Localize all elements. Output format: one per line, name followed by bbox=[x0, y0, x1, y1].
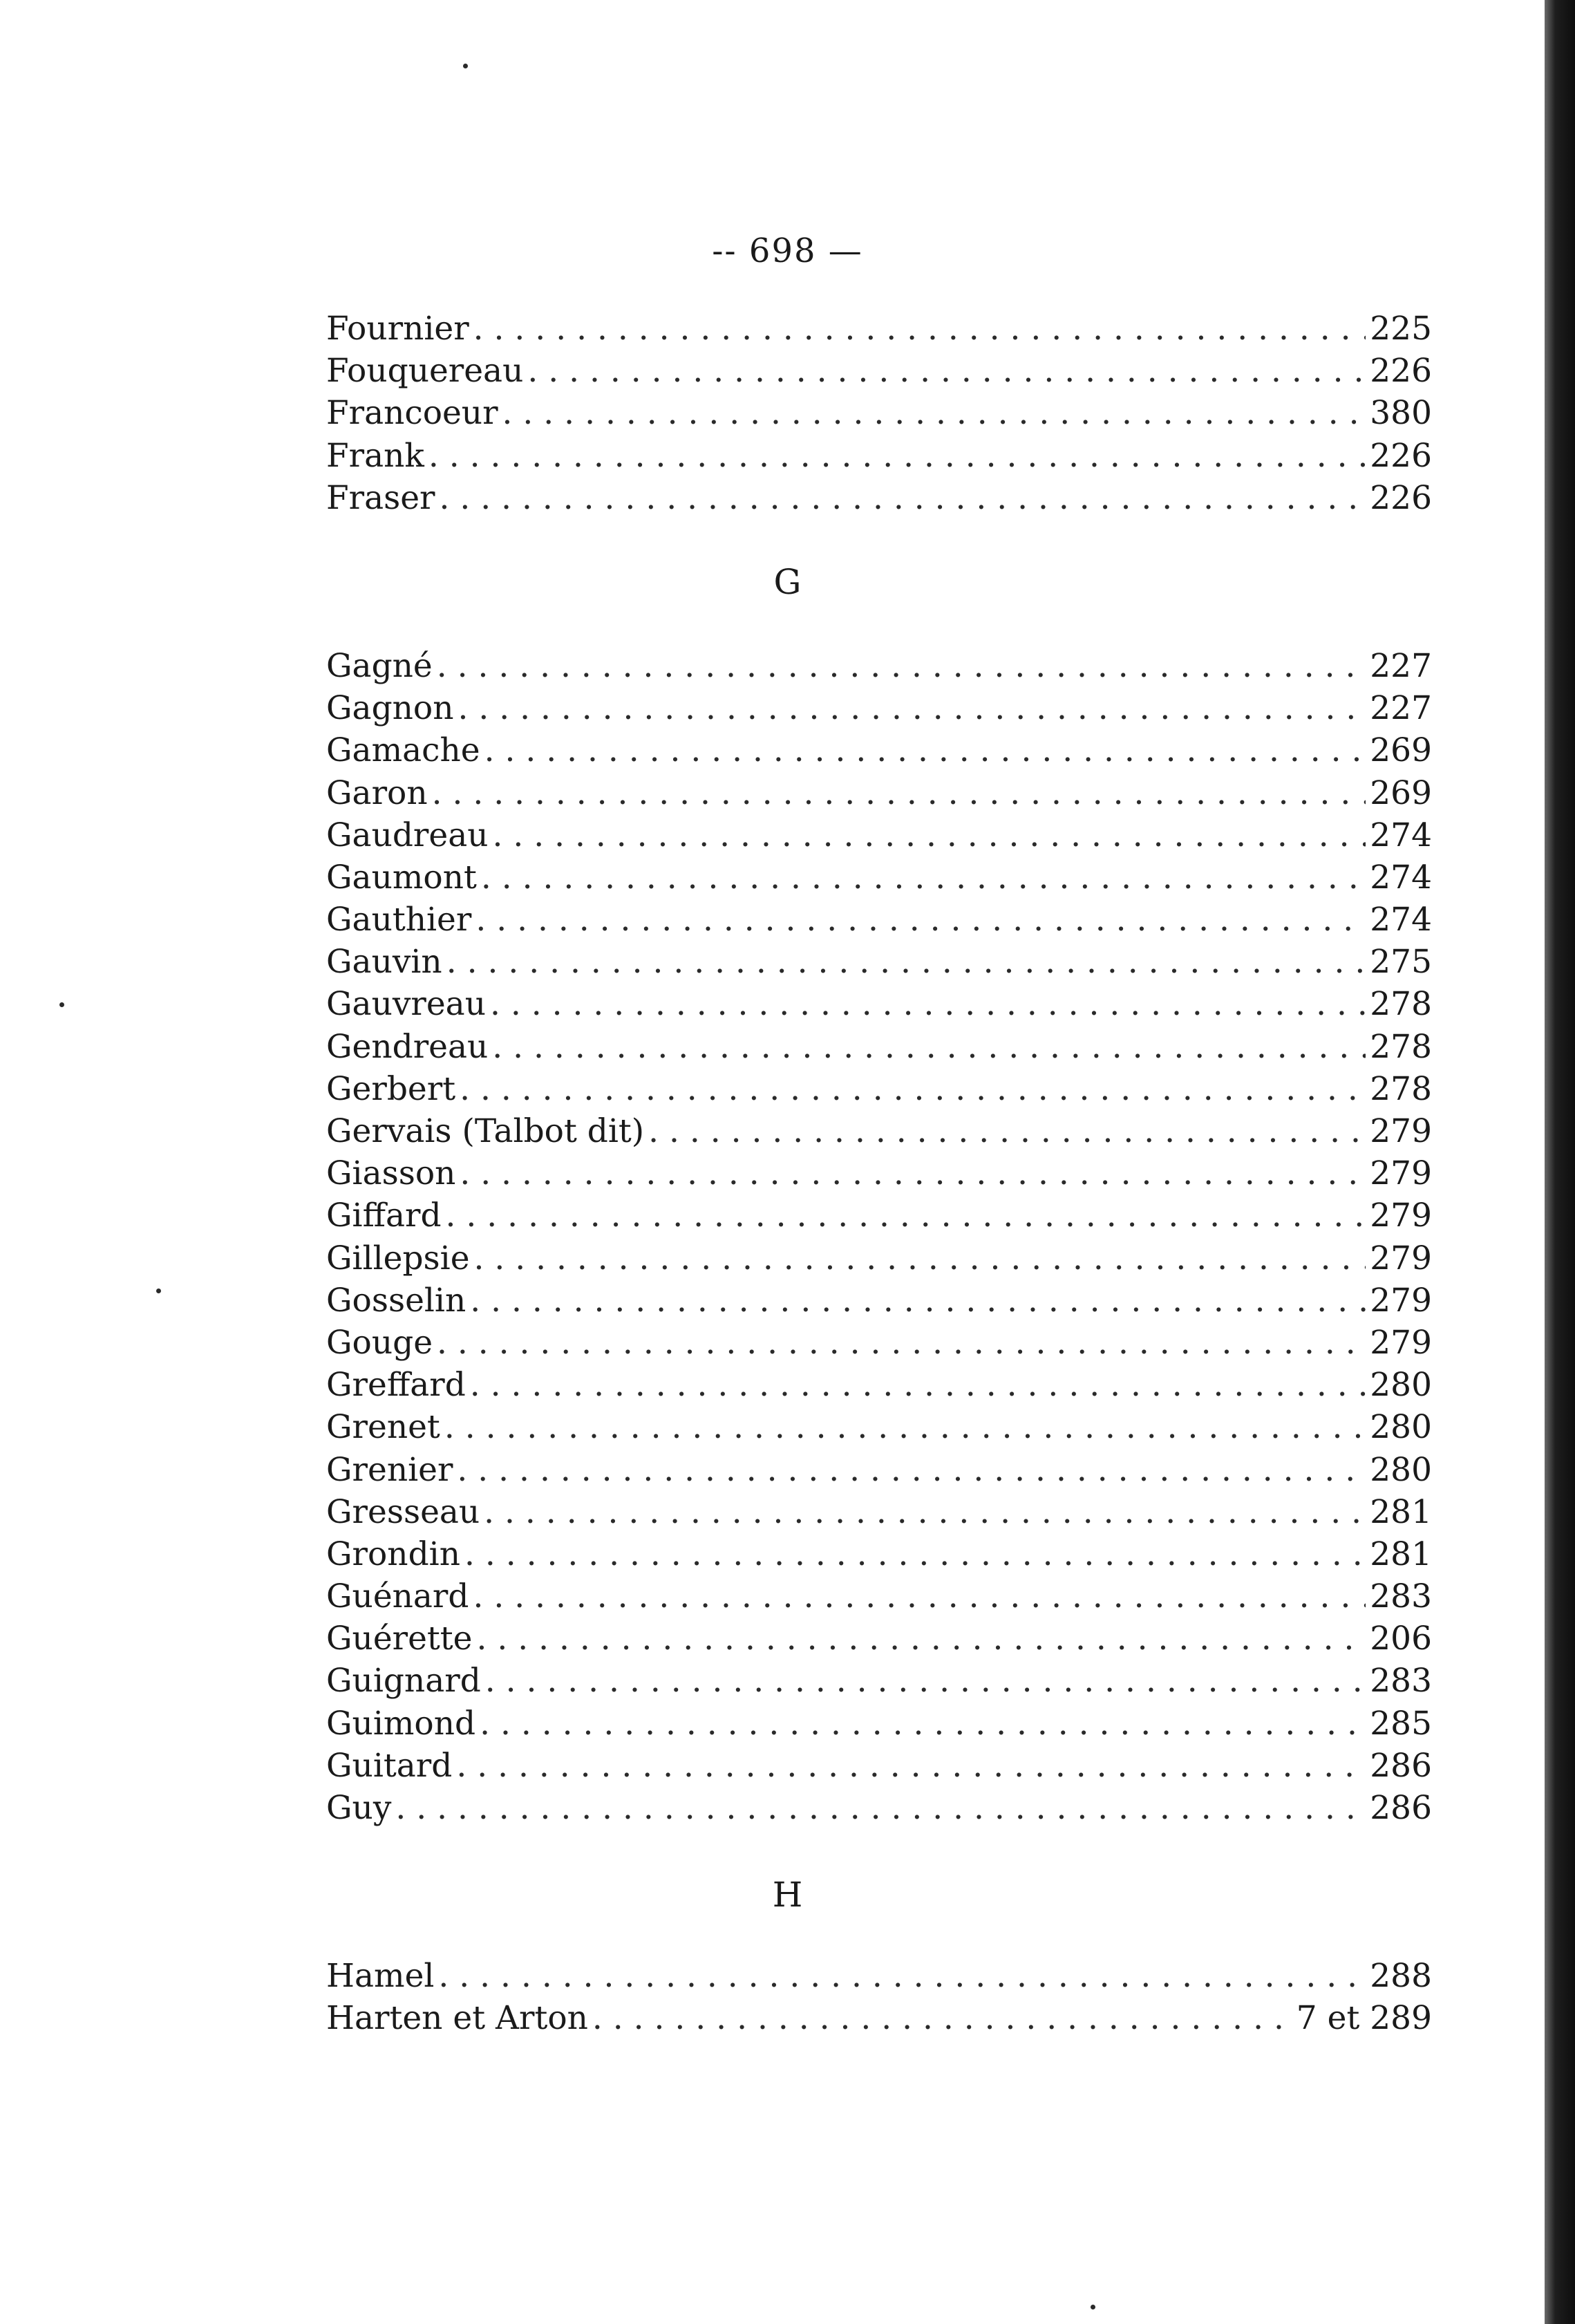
index-entry bbox=[326, 1533, 1432, 1575]
entry-page: 279 bbox=[1370, 1152, 1432, 1194]
entry-page: 286 bbox=[1370, 1745, 1432, 1787]
index-entry bbox=[326, 1026, 1432, 1068]
entry-name: Guérette bbox=[326, 1620, 473, 1658]
dot-leader bbox=[428, 435, 1366, 477]
dot-leader bbox=[460, 1152, 1366, 1194]
entry-page: 280 bbox=[1370, 1364, 1432, 1406]
index-entry bbox=[326, 941, 1432, 983]
index-entry bbox=[326, 1364, 1432, 1406]
entry-name: Guimond bbox=[326, 1704, 476, 1743]
entry-page: 288 bbox=[1370, 1955, 1432, 1997]
entry-name: Garon bbox=[326, 774, 428, 812]
entry-page: 280 bbox=[1370, 1449, 1432, 1491]
index-entry bbox=[326, 435, 1432, 477]
scan-edge-shadow bbox=[1545, 0, 1575, 2324]
index-entry bbox=[326, 1237, 1432, 1280]
entry-name: Frank bbox=[326, 436, 424, 475]
index-entry bbox=[326, 1322, 1432, 1364]
entry-page: 269 bbox=[1370, 772, 1432, 814]
index-entry bbox=[326, 392, 1432, 434]
entry-name: Gamache bbox=[326, 731, 480, 770]
dot-leader bbox=[395, 1787, 1366, 1829]
dot-leader bbox=[481, 856, 1366, 899]
index-entry bbox=[326, 772, 1432, 814]
entry-page: 280 bbox=[1370, 1406, 1432, 1448]
entry-page: 274 bbox=[1370, 899, 1432, 941]
entry-page: 279 bbox=[1370, 1237, 1432, 1280]
entry-page: 281 bbox=[1370, 1533, 1432, 1575]
entry-name: Guignard bbox=[326, 1662, 481, 1700]
entry-name: Fraser bbox=[326, 478, 435, 517]
entry-name: Gervais (Talbot dit) bbox=[326, 1112, 645, 1150]
index-entry bbox=[326, 645, 1432, 687]
index-entry bbox=[326, 477, 1432, 519]
index-entry bbox=[326, 1280, 1432, 1322]
index-entry bbox=[326, 1491, 1432, 1533]
entry-page: 278 bbox=[1370, 1068, 1432, 1110]
entry-page: 225 bbox=[1370, 308, 1432, 350]
index-entry bbox=[326, 1068, 1432, 1110]
entry-page: 278 bbox=[1370, 1026, 1432, 1068]
section-spacer bbox=[326, 603, 1432, 645]
index-entry bbox=[326, 1110, 1432, 1152]
entry-page: 274 bbox=[1370, 814, 1432, 856]
page-number: -- 698 — bbox=[712, 232, 863, 270]
entry-name: Fournier bbox=[326, 310, 469, 348]
entry-page: 279 bbox=[1370, 1194, 1432, 1237]
entry-page: 285 bbox=[1370, 1703, 1432, 1745]
dot-leader bbox=[437, 645, 1366, 687]
entry-name: Fouquereau bbox=[326, 352, 524, 391]
entry-name: Gerbert bbox=[326, 1069, 456, 1108]
entry-name: Gagné bbox=[326, 646, 433, 685]
entry-page: 227 bbox=[1370, 687, 1432, 729]
entry-page: 283 bbox=[1370, 1660, 1432, 1702]
section-letter-g: G bbox=[773, 561, 802, 602]
entry-page: 7 et 289 bbox=[1296, 1997, 1432, 2039]
dot-leader bbox=[490, 983, 1366, 1025]
index-entry bbox=[326, 1660, 1432, 1702]
dot-leader bbox=[492, 1026, 1366, 1068]
index-entry bbox=[326, 1745, 1432, 1787]
section-spacer bbox=[326, 519, 1432, 561]
entry-name: Grenier bbox=[326, 1450, 453, 1489]
dot-leader bbox=[484, 1491, 1366, 1533]
dot-leader bbox=[440, 477, 1366, 519]
dot-leader bbox=[648, 1110, 1366, 1152]
entry-name: Hamel bbox=[326, 1957, 435, 1996]
section-spacer bbox=[326, 1829, 1432, 1873]
index-entry bbox=[326, 814, 1432, 856]
index-entry bbox=[326, 1618, 1432, 1660]
index-entry bbox=[326, 1703, 1432, 1745]
dot-leader bbox=[446, 1194, 1366, 1237]
entry-page: 226 bbox=[1370, 477, 1432, 519]
entry-name: Gillepsie bbox=[326, 1239, 470, 1277]
entry-page: 269 bbox=[1370, 729, 1432, 771]
dot-leader bbox=[527, 350, 1366, 392]
dot-leader bbox=[484, 729, 1366, 771]
entry-page: 275 bbox=[1370, 941, 1432, 983]
dot-leader bbox=[477, 1618, 1366, 1660]
dot-leader bbox=[470, 1364, 1366, 1406]
entry-page: 226 bbox=[1370, 350, 1432, 392]
index-entry bbox=[326, 1194, 1432, 1237]
dot-leader bbox=[473, 1575, 1366, 1618]
index-entry bbox=[326, 1152, 1432, 1194]
dot-leader bbox=[464, 1533, 1366, 1575]
index-entry bbox=[326, 1575, 1432, 1618]
dot-leader bbox=[475, 899, 1366, 941]
entry-page: 227 bbox=[1370, 645, 1432, 687]
dot-leader bbox=[444, 1406, 1366, 1448]
dot-leader bbox=[480, 1703, 1366, 1745]
dot-leader bbox=[456, 1745, 1366, 1787]
index-entry bbox=[326, 1406, 1432, 1448]
section-letter-h: H bbox=[772, 1875, 803, 1915]
dot-leader bbox=[457, 1449, 1366, 1491]
scan-speck bbox=[59, 1002, 64, 1007]
entry-name: Francoeur bbox=[326, 394, 498, 433]
entry-name: Gosselin bbox=[326, 1281, 466, 1320]
entry-page: 279 bbox=[1370, 1322, 1432, 1364]
dot-leader bbox=[493, 814, 1366, 856]
dot-leader bbox=[437, 1322, 1366, 1364]
entry-name: Gaumont bbox=[326, 858, 477, 897]
scan-speck bbox=[463, 64, 468, 68]
entry-name: Gendreau bbox=[326, 1027, 489, 1066]
index-entry bbox=[326, 308, 1432, 350]
entry-page: 279 bbox=[1370, 1110, 1432, 1152]
dot-leader bbox=[438, 1955, 1366, 1997]
entry-page: 283 bbox=[1370, 1575, 1432, 1618]
entry-page: 206 bbox=[1370, 1618, 1432, 1660]
index-entry bbox=[326, 983, 1432, 1025]
dot-leader bbox=[432, 772, 1366, 814]
entry-name: Gauvreau bbox=[326, 985, 486, 1024]
entry-page: 281 bbox=[1370, 1491, 1432, 1533]
dot-leader bbox=[485, 1660, 1366, 1702]
dot-leader bbox=[502, 392, 1366, 434]
dot-leader bbox=[473, 308, 1366, 350]
dot-leader bbox=[474, 1237, 1366, 1280]
dot-leader bbox=[458, 687, 1366, 729]
section-spacer bbox=[326, 1916, 1432, 1955]
entry-name: Gauvin bbox=[326, 943, 442, 982]
entry-name: Gaudreau bbox=[326, 816, 489, 854]
entry-name: Gauthier bbox=[326, 901, 472, 939]
index-entry bbox=[326, 1955, 1432, 1997]
entry-page: 286 bbox=[1370, 1787, 1432, 1829]
entry-page: 279 bbox=[1370, 1280, 1432, 1322]
dot-leader bbox=[592, 1997, 1292, 2039]
entry-page: 278 bbox=[1370, 983, 1432, 1025]
index-entry bbox=[326, 687, 1432, 729]
entry-page: 226 bbox=[1370, 435, 1432, 477]
entry-name: Harten et Arton bbox=[326, 1999, 588, 2038]
entry-name: Gresseau bbox=[326, 1492, 480, 1531]
name-index bbox=[326, 308, 1432, 2040]
scan-speck bbox=[1091, 2305, 1095, 2309]
entry-name: Guénard bbox=[326, 1577, 469, 1616]
index-entry bbox=[326, 1449, 1432, 1491]
entry-name: Giasson bbox=[326, 1154, 456, 1193]
entry-page: 274 bbox=[1370, 856, 1432, 899]
index-entry bbox=[326, 729, 1432, 771]
scan-speck bbox=[156, 1288, 161, 1293]
entry-name: Grenet bbox=[326, 1408, 440, 1447]
dot-leader bbox=[460, 1068, 1366, 1110]
index-entry bbox=[326, 1997, 1432, 2039]
entry-page: 380 bbox=[1370, 392, 1432, 434]
entry-name: Guy bbox=[326, 1789, 392, 1827]
entry-name: Giffard bbox=[326, 1197, 442, 1235]
entry-name: Gouge bbox=[326, 1323, 433, 1362]
entry-name: Gagnon bbox=[326, 689, 454, 728]
entry-name: Guitard bbox=[326, 1746, 453, 1785]
dot-leader bbox=[446, 941, 1366, 983]
index-entry bbox=[326, 1787, 1432, 1829]
entry-name: Greffard bbox=[326, 1366, 466, 1405]
index-entry bbox=[326, 899, 1432, 941]
dot-leader bbox=[470, 1280, 1366, 1322]
index-entry bbox=[326, 350, 1432, 392]
index-entry bbox=[326, 856, 1432, 899]
entry-name: Grondin bbox=[326, 1535, 460, 1573]
